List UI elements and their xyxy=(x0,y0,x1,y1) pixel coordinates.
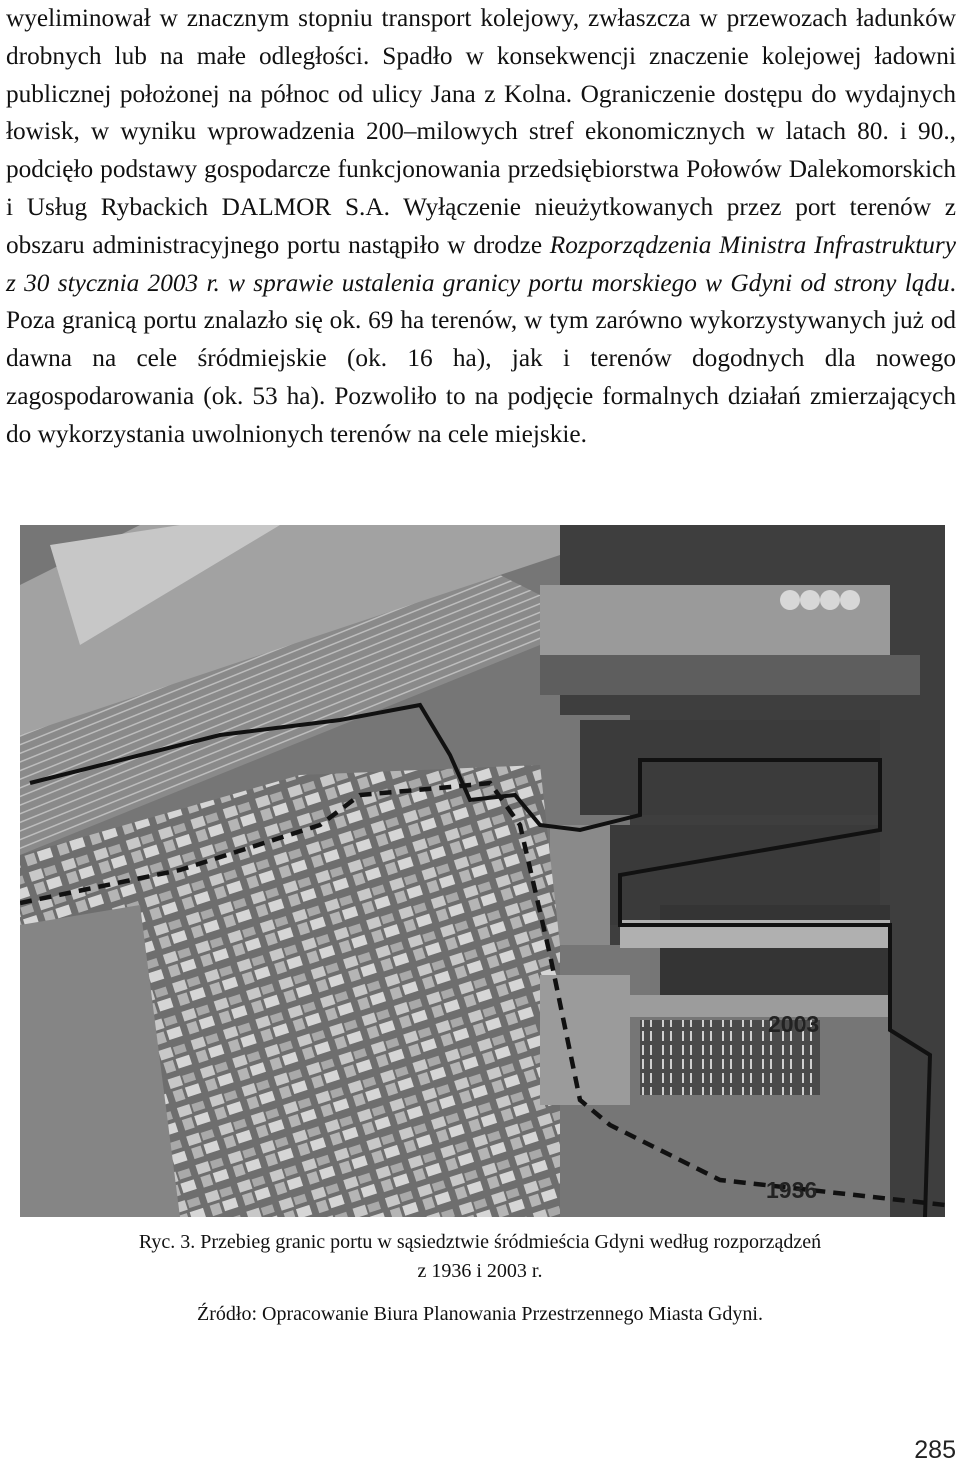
aerial-map xyxy=(20,525,945,1217)
body-text xyxy=(6,0,956,454)
aerial-map-figure xyxy=(20,525,945,1217)
figure-caption xyxy=(0,1228,960,1286)
caption-line-1: Ryc. 3. Przebieg granic portu w sąsiedztwie śródmieścia Gdyni według rozporządzeń xyxy=(138,1231,822,1253)
body-text-segment-1: wyeliminował w znacznym stopniu transport kolejowy, zwłaszcza w przewozach ładunków drobnych lub na małe odległości. Spadło w konsekwencji znaczenie kolejowej ładowni publicznej położonej na północ od ulicy Jana z Kolna. Ograniczenie dostępu do wydajnych łowisk, w wyniku wprowadzenia 200–milowych stref ekonomicznych w latach 80. i 90., podcięło podstawy gospodarcze funkcjonowania przedsiębiorstwa Połowów Dalekomorskich i Usług Rybackich DALMOR S.A. Wyłączenie nieużytkowanych przez port terenów z obszaru administracyjnego portu nastąpiło w drodze xyxy=(6,4,956,259)
page-number: 285 xyxy=(914,1436,956,1464)
body-paragraph xyxy=(6,0,956,454)
label-2003: 2003 xyxy=(768,1011,820,1037)
label-1936: 1936 xyxy=(766,1177,818,1203)
figure-source: Źródło: Opracowanie Biura Planowania Przestrzennego Miasta Gdyni. xyxy=(197,1303,763,1325)
caption-line-2: z 1936 i 2003 r. xyxy=(417,1260,543,1282)
regulation-title: Rozporządzenia Ministra Infrastruktury z 30 stycznia 2003 r. w sprawie ustalenia granicy portu morskiego w Gdyni od strony lądu xyxy=(6,230,956,297)
body-text-segment-3: . Poza granicą portu znalazło się ok. 69 ha terenów, w tym zarówno wykorzystywanych już od dawna na cele śródmiejskie (ok. 16 ha), jak i terenów dogodnych dla nowego zagospodarowania (ok. 53 ha). Pozwoliło to na podjęcie formalnych działań zmierzających do wykorzystania uwolnionych terenów na cele miejskie. xyxy=(6,268,956,448)
